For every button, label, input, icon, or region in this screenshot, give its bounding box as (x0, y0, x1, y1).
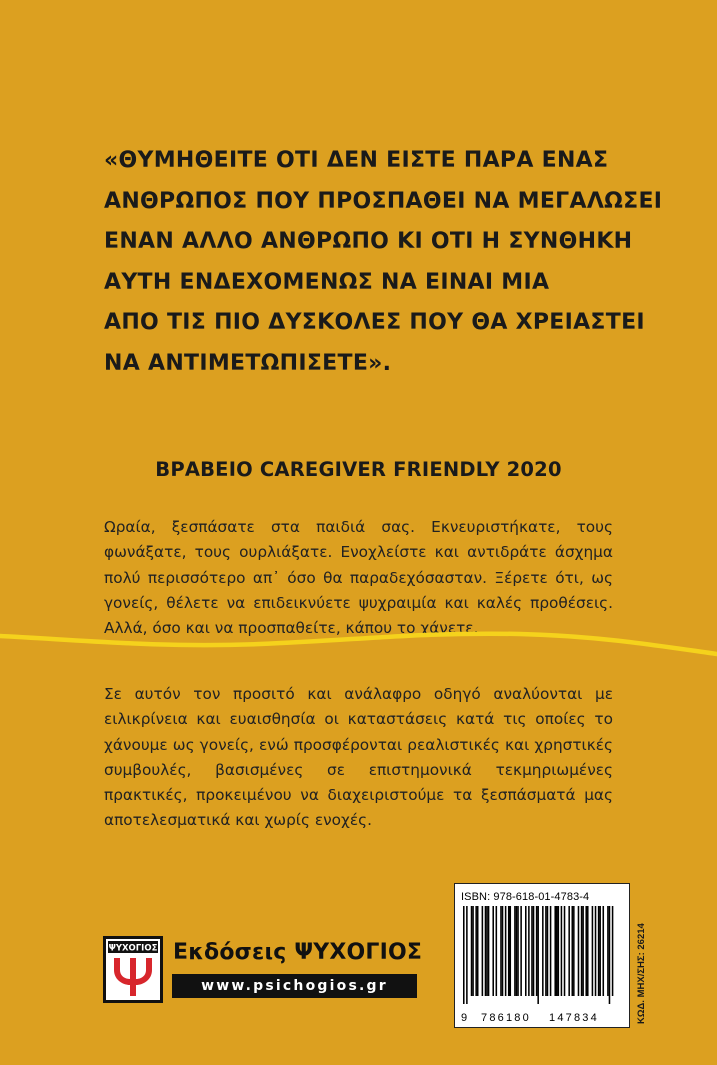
barcode-bar (520, 906, 522, 996)
barcode-bar (477, 906, 479, 996)
barcode-bar (466, 906, 468, 1004)
barcode-bar (558, 906, 560, 996)
barcode-bar (568, 906, 570, 996)
quote-line: ΑΝΘΡΩΠΟΣ ΠΟΥ ΠΡΟΣΠΑΘΕΙ ΝΑ ΜΕΓΑΛΩΣΕΙ (104, 188, 663, 214)
product-code: ΚΩΔ. ΜΗΧ/ΣΗΣ: 26214 (636, 923, 647, 1024)
barcode-bar (542, 906, 544, 996)
barcode-digits-right: 147834 (549, 1012, 599, 1024)
barcode-bar (517, 906, 519, 996)
barcode-bar (510, 906, 512, 996)
quote-line: ΕΝΑΝ ΑΛΛΟ ΑΝΘΡΩΠΟ ΚΙ ΟΤΙ Η ΣΥΝΘΗΚΗ (104, 229, 633, 254)
publisher-logo-icon (103, 936, 163, 1003)
barcode-bar (475, 906, 477, 996)
quote-line: ΑΠΟ ΤΙΣ ΠΙΟ ΔΥΣΚΟΛΕΣ ΠΟΥ ΘΑ ΧΡΕΙΑΣΤΕΙ (104, 310, 645, 335)
logo-text: ΨΥΧΟΓΙΟΣ (108, 943, 158, 954)
barcode-bar (550, 906, 552, 996)
barcode-bar (554, 906, 556, 996)
back-cover-quote (104, 141, 663, 384)
barcode-bar (581, 906, 583, 996)
isbn-barcode (454, 883, 630, 1028)
barcode-bar (488, 906, 490, 996)
barcode-bar (508, 906, 510, 996)
barcode-bar (607, 906, 609, 996)
barcode-bar (585, 906, 587, 996)
barcode-bar (578, 906, 580, 996)
barcode-bar (545, 906, 547, 996)
publisher-name: Εκδόσεις ΨΥΧΟΓΙΟΣ (173, 940, 423, 965)
barcode-bar (547, 906, 549, 996)
barcode-bar (587, 906, 589, 996)
barcode-bar (612, 906, 614, 996)
quote-line: ΝΑ ΑΝΤΙΜΕΤΩΠΙΣΕΤΕ». (104, 350, 392, 376)
barcode-bar (536, 906, 538, 996)
barcode-digit-lead: 9 (461, 1012, 468, 1024)
barcode-bar (516, 906, 518, 996)
barcode-bars (463, 906, 621, 1004)
isbn-number: ISBN: 978-618-01-4783-4 (461, 891, 590, 903)
barcode-bar (500, 906, 502, 996)
barcode-bar (561, 906, 563, 996)
barcode-bar (505, 906, 507, 996)
barcode-bar (592, 906, 594, 996)
barcode-digits-left: 786180 (481, 1012, 531, 1024)
barcode-bar (572, 906, 574, 996)
barcode-bar (525, 906, 527, 996)
barcode-bar (531, 906, 533, 996)
award-heading: ΒΡΑΒΕΙΟ CAREGIVER FRIENDLY 2020 (155, 458, 562, 481)
barcode-bar (564, 906, 566, 996)
publisher-url: www.psichogios.gr (172, 974, 417, 998)
barcode-bar (496, 906, 498, 996)
barcode-bar (471, 906, 473, 996)
barcode-bar (514, 906, 516, 996)
barcode-bar (595, 906, 597, 996)
barcode-bar (598, 906, 600, 996)
barcode-bar (485, 906, 487, 996)
barcode-bar (482, 906, 484, 996)
barcode-bar (609, 906, 611, 1004)
barcode-bar (603, 906, 605, 996)
barcode-bar (502, 906, 504, 996)
barcode-bar (472, 906, 474, 996)
barcode-bar (492, 906, 494, 996)
description-paragraph-2: Σε αυτόν τον προσιτό και ανάλαφρο οδηγό αναλύονται με ειλικρίνεια και ευαισθησία οι καταστάσεις κατά τις οποίες το χάνουμε ως γονείς, ενώ προσφέρονται ρεαλιστικές και χρηστικές συμβουλές, βασισμένες σε επιστημονικά τεκμηριωμένες πρακτικές, προκειμένου να διαχειριστούμε τα ξεσπάσματά μας αποτελεσματικά και χωρίς ενοχές. (104, 685, 613, 830)
wave-divider (0, 630, 717, 675)
quote-line: «ΘΥΜΗΘΕΙΤΕ ΟΤΙ ΔΕΝ ΕΙΣΤΕ ΠΑΡΑ ΕΝΑΣ (104, 148, 609, 173)
barcode-bar (486, 906, 488, 996)
barcode-bar (528, 906, 530, 996)
quote-line: ΑΥΤΗ ΕΝΔΕΧΟΜΕΝΩΣ ΝΑ ΕΙΝΑΙ ΜΙΑ (104, 269, 550, 295)
barcode-bar (533, 906, 535, 996)
barcode-bar (599, 906, 601, 996)
barcode-bar (556, 906, 558, 996)
barcode-bar (463, 906, 465, 1004)
barcode-bar (537, 906, 539, 1004)
barcode-bar (582, 906, 584, 996)
barcode-bar (573, 906, 575, 996)
description-paragraph-1: Ωραία, ξεσπάσατε στα παιδιά σας. Εκνευριστήκατε, τους φωνάξατε, τους ουρλιάξατε. Ενοχλείστε και αντιδράτε άσχημα πολύ περισσότερο απ᾽ όσο θα παραδεχόσασταν. Ξέρετε ότι, ως γονείς, θέλετε να επιδεικνύετε ψυχραιμία και καλές προθέσεις. Αλλά, όσο και να προσπαθείτε, κάπου το χάνετε. (104, 518, 613, 638)
